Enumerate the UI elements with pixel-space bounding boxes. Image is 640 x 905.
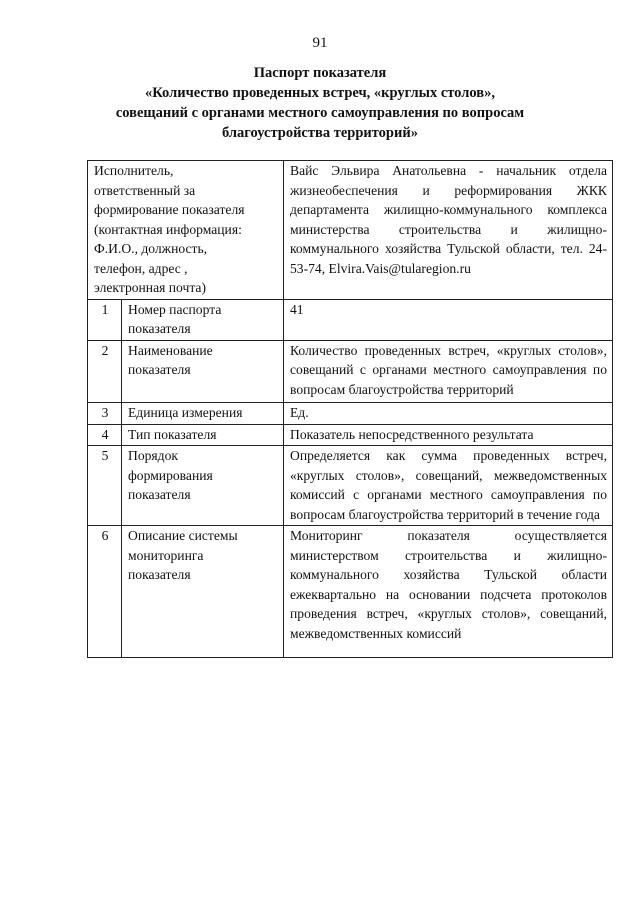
row-number: 3	[88, 403, 122, 425]
row-number: 5	[88, 446, 122, 526]
row-number: 2	[88, 340, 122, 403]
table-row	[88, 446, 613, 526]
document-title	[60, 63, 580, 143]
row-value: Определяется как сумма проведенных встреч, «круглых столов», совещаний, межведомственных комиссий с органами местного самоуправления по вопросам благоустройства территорий в течение года	[284, 446, 613, 526]
row-value: Мониторинг показателя осуществляется министерством строительства и жилищно-коммунального хозяйства Тульской области ежеквартально на основании подсчета протоколов проведения встреч, «круглых столов», совещаний, межведомственных комиссий	[284, 526, 613, 658]
row-value: 41	[284, 299, 613, 340]
row-name: Наименование показателя	[122, 340, 284, 403]
page-number: 91	[312, 35, 328, 51]
title-line-2: «Количество проведенных встреч, «круглых столов»,	[145, 85, 495, 101]
row-value: Показатель непосредственного результата	[284, 424, 613, 446]
row-name: Описание системы мониторинга показателя	[122, 526, 284, 658]
row-number: 1	[88, 299, 122, 340]
executor-label: Исполнитель, ответственный за формирование показателя (контактная информация: Ф.И.О., должность, телефон, адрес , электронная почта)	[88, 161, 284, 300]
title-line-1: Паспорт показателя	[253, 65, 387, 81]
row-number: 4	[88, 424, 122, 446]
executor-value: Вайс Эльвира Анатольевна - начальник отдела жизнеобеспечения и реформирования ЖКК департамента жилищно-коммунального комплекса министерства строительства и жилищно-коммунального хозяйства Тульской области, тел. 24-53-74, Elvira.Vais@tularegion.ru	[284, 161, 613, 300]
row-name: Номер паспорта показателя	[122, 299, 284, 340]
row-value: Количество проведенных встреч, «круглых столов», совещаний с органами местного самоуправления по вопросам благоустройства территорий	[284, 340, 613, 403]
table-row	[88, 299, 613, 340]
row-name: Единица измерения	[122, 403, 284, 425]
table-row-executor	[88, 161, 613, 300]
title-line-3: совещаний с органами местного самоуправления по вопросам	[115, 105, 525, 121]
row-name: Порядок формирования показателя	[122, 446, 284, 526]
table-row	[88, 526, 613, 658]
row-value: Ед.	[284, 403, 613, 425]
title-line-4: благоустройства территорий»	[222, 125, 418, 141]
indicator-passport-table	[87, 160, 613, 658]
table-row	[88, 424, 613, 446]
row-name: Тип показателя	[122, 424, 284, 446]
row-number: 6	[88, 526, 122, 658]
table-row	[88, 340, 613, 403]
table-row	[88, 403, 613, 425]
